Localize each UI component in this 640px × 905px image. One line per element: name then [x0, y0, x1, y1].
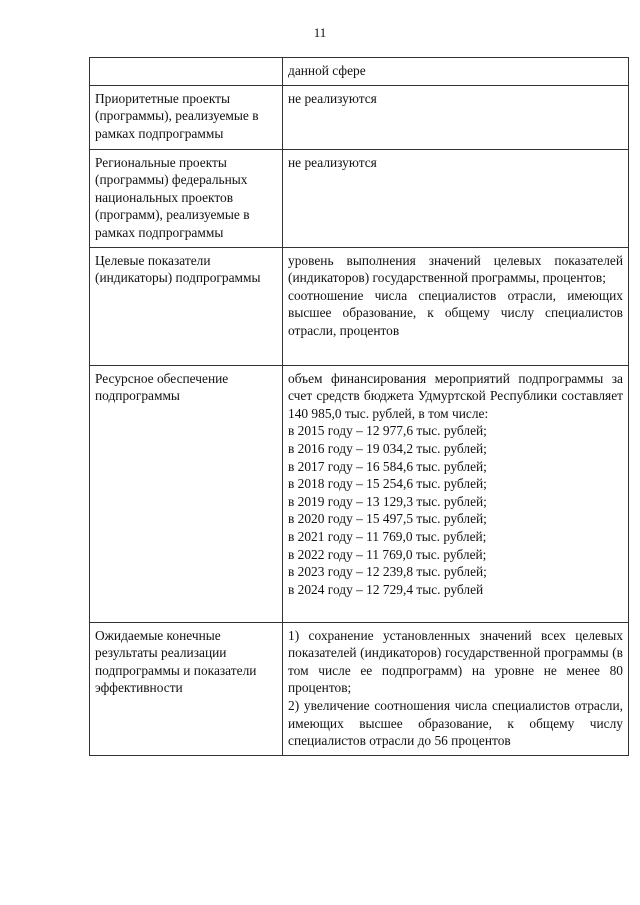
row-value — [283, 247, 629, 365]
row-label: Региональные проекты (программы) федеральных национальных проектов (программ), реализуемые в рамках подпрограммы — [90, 149, 283, 247]
row-value — [283, 58, 629, 86]
year-amount: в 2017 году – 16 584,6 тыс. рублей; — [288, 458, 487, 474]
value-line: не реализуются — [288, 154, 377, 170]
row-label: Приоритетные проекты (программы), реализуемые в рамках подпрограммы — [90, 85, 283, 149]
year-amount: в 2019 году – 13 129,3 тыс. рублей; — [288, 493, 487, 509]
value-line: соотношение числа специалистов отрасли, имеющих высшее образование, к общему числу специалистов отрасли, процентов — [288, 287, 623, 338]
row-value — [283, 85, 629, 149]
row-label: Целевые показатели (индикаторы) подпрограммы — [90, 247, 283, 365]
page-number: 11 — [313, 25, 327, 40]
value-line: объем финансирования мероприятий подпрограммы за счет средств бюджета Удмуртской Республики составляет 140 985,0 тыс. рублей, в том числе: — [288, 370, 623, 421]
value-line: 1) сохранение установленных значений всех целевых показателей (индикаторов) государственной программы (в том числе ее подпрограмм) на уровне не менее 80 процентов; — [288, 627, 623, 696]
table-row — [90, 85, 629, 149]
subprogram-passport-table — [89, 57, 629, 756]
row-value — [283, 622, 629, 755]
value-line: 2) увеличение соотношения числа специалистов отрасли, имеющих высшее образование, к общему числу специалистов отрасли до 56 процентов — [288, 697, 623, 749]
row-value — [283, 149, 629, 247]
year-amount: в 2018 году – 15 254,6 тыс. рублей; — [288, 476, 487, 492]
row-value — [283, 365, 629, 622]
table-row — [90, 622, 629, 755]
year-amount: в 2024 году – 12 729,4 тыс. рублей — [288, 581, 484, 597]
table-row — [90, 247, 629, 365]
row-label: Ожидаемые конечные результаты реализации подпрограммы и показатели эффективности — [90, 622, 283, 755]
year-amount: в 2022 году – 11 769,0 тыс. рублей; — [288, 546, 487, 562]
year-amount: в 2020 году – 15 497,5 тыс. рублей; — [288, 511, 487, 527]
value-line: данной сфере — [288, 63, 366, 78]
row-label — [90, 58, 283, 86]
value-line: уровень выполнения значений целевых показателей (индикаторов) государственной программы, процентов; — [288, 252, 623, 286]
table-row — [90, 58, 629, 86]
year-amount: в 2021 году – 11 769,0 тыс. рублей; — [288, 528, 487, 544]
table-row — [90, 149, 629, 247]
year-amount: в 2023 году – 12 239,8 тыс. рублей; — [288, 564, 487, 580]
table-row — [90, 365, 629, 622]
year-amount: в 2015 году – 12 977,6 тыс. рублей; — [288, 423, 487, 439]
year-amount: в 2016 году – 19 034,2 тыс. рублей; — [288, 440, 487, 456]
value-line: не реализуются — [288, 90, 377, 106]
row-label: Ресурсное обеспечение подпрограммы — [90, 365, 283, 622]
